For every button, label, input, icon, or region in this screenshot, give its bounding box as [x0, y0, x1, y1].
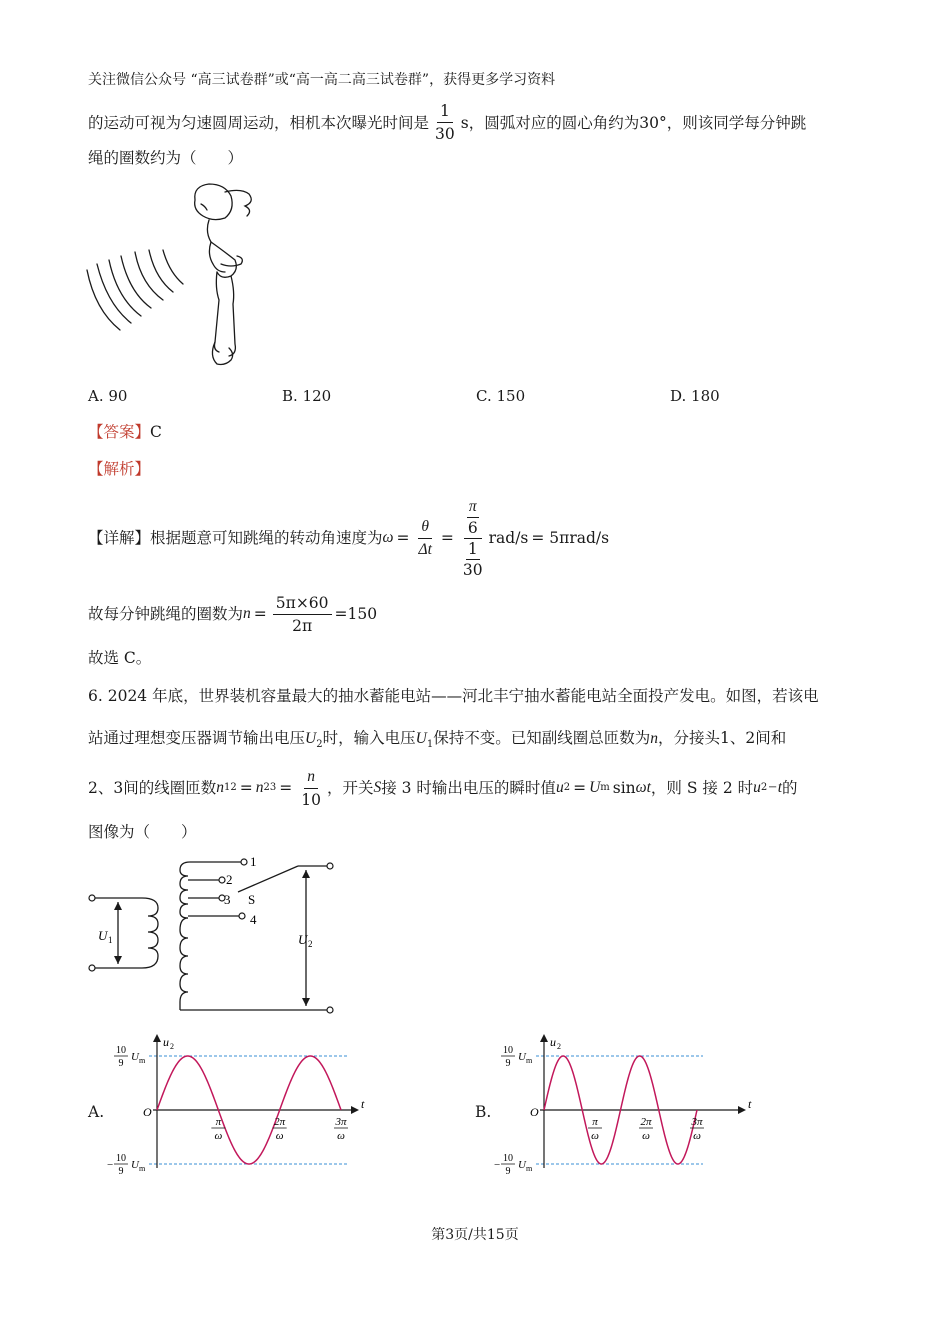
y-sign-bottom: −	[107, 1159, 114, 1171]
U2-sub: 2	[308, 939, 313, 949]
y-frac-den-bottom: 9	[505, 1166, 511, 1177]
graph-b	[492, 1030, 762, 1180]
origin-label: O	[143, 1105, 152, 1119]
omega-t: ωt	[635, 779, 651, 796]
tap-4: 4	[250, 912, 257, 927]
x-axis-label: t	[748, 1097, 752, 1111]
tick-label-2: 2π	[640, 1116, 652, 1128]
y-arrow	[540, 1034, 548, 1042]
q5-line2: 绳的圈数约为（ ）	[88, 149, 244, 167]
u2-var: u	[555, 779, 564, 796]
graph-a	[105, 1030, 375, 1180]
graph-a-option[interactable]: A.	[88, 1103, 105, 1121]
frac-den: 30	[435, 125, 455, 143]
U2-var: U	[305, 730, 317, 747]
y-frac-den-bottom: 9	[118, 1166, 124, 1177]
sin: sin	[612, 779, 636, 797]
tick-label-1: π	[215, 1116, 222, 1128]
tick-den-1: ω	[591, 1130, 599, 1142]
answer-value: C	[150, 423, 162, 441]
tick-den-2: ω	[275, 1130, 284, 1142]
tick-label-3: 3π	[691, 1116, 703, 1128]
q5-text-c: ，则该同学每分钟跳	[666, 113, 807, 132]
tick-den-2: ω	[642, 1130, 650, 1142]
tap-1: 1	[250, 854, 257, 869]
count-num: 5π×60	[273, 592, 332, 615]
y-axis-sub: 2	[170, 1042, 174, 1051]
n-over-10	[298, 766, 324, 811]
q5-line1	[88, 100, 806, 145]
tick-den-3: ω	[337, 1130, 345, 1142]
eq-sign-2: =	[440, 529, 454, 547]
n-var-q6: n	[650, 730, 658, 747]
tap-2: 2	[226, 872, 233, 887]
Um-var: U	[589, 779, 601, 796]
y-sign-bottom: −	[494, 1159, 501, 1171]
taps12: 1、2	[719, 729, 756, 747]
y-frac-num-top: 10	[503, 1045, 513, 1056]
q6-l3-e: ，则 S 接 2 时	[650, 779, 754, 797]
detail-text: 根据题意可知跳绳的转动角速度为	[150, 529, 383, 547]
thirty: 30	[462, 560, 483, 579]
q5-text-a: 的运动可视为匀速圆周运动，相机本次曝光时间是	[88, 113, 430, 132]
y-axis-label: u	[163, 1035, 169, 1049]
exposure-fraction	[432, 100, 458, 145]
y-Um-sub-bottom: m	[139, 1164, 146, 1173]
count-line	[88, 590, 377, 638]
u2t-var: u	[753, 779, 761, 796]
y-Um-sub-bottom: m	[526, 1164, 533, 1173]
q6-l2-c: 保持不变。已知副线圈总匝数为	[433, 729, 651, 747]
n-over-num: n	[304, 766, 318, 789]
q6-line4: 图像为（ ）	[88, 823, 197, 841]
angle-value: 30°	[639, 113, 667, 132]
x-arrow	[738, 1106, 746, 1114]
n23: n	[255, 779, 264, 796]
n-over-den: 10	[301, 790, 321, 809]
U1-sub: 1	[108, 935, 113, 945]
tick-den-1: ω	[214, 1130, 223, 1142]
q6-line2: 站通过理想变压器调节输出电压$U_2$时，输入电压$U_1$保持不变。已知副线圈总匝数为n，分接头1、2间和	[88, 729, 787, 751]
header-note: 关注微信公众号 “高三试卷群”或“高一高二高三试卷群”，获得更多学习资料	[88, 72, 556, 88]
transformer-circuit	[80, 852, 350, 1022]
y-axis-label: u	[550, 1035, 556, 1049]
q6-line3: 2、3 间的线圈匝数 n 12 = n 23 = $\frac{n}{10}$ ，开关 S 接 3 时输出电压的瞬时值 u 2 = U m sin ωt ，则 S 接 2 时 u 2 −t 的	[88, 767, 798, 809]
x-arrow	[351, 1106, 359, 1114]
q6-l2-e: 间和	[755, 729, 787, 747]
y-Um-top: U	[518, 1051, 526, 1063]
U1-label: U	[98, 928, 108, 943]
y-Um-bottom: U	[131, 1159, 139, 1171]
minus-t: −t	[767, 779, 783, 796]
q6-l3-b: 间的线圈匝数	[123, 779, 217, 797]
six: 6	[467, 518, 478, 537]
analysis-tag: 【解析】	[88, 460, 151, 478]
count-text: 故每分钟跳绳的圈数为	[88, 605, 244, 623]
option-d[interactable]: D. 180	[670, 387, 720, 405]
U1-var: U	[415, 730, 427, 747]
y-arrow	[153, 1034, 161, 1042]
q6-line1: 6. 2024 年底，世界装机容量最大的抽水蓄能电站——河北丰宁抽水蓄能电站全面投产发电。如图，若该电	[88, 687, 819, 705]
q6-l3-c: ，开关	[326, 779, 374, 797]
answer-line	[88, 422, 162, 442]
theta-over-dt	[415, 516, 434, 561]
tick-label-3: 3π	[335, 1116, 347, 1128]
y-frac-num-bottom: 10	[116, 1153, 126, 1164]
tap-3: 3	[224, 892, 231, 907]
origin-label: O	[530, 1105, 539, 1119]
page-footer: 第3页/共15页	[431, 1227, 519, 1243]
delta-t: Δt	[418, 540, 432, 558]
y-Um-sub-top: m	[526, 1056, 533, 1065]
compound-fraction	[460, 497, 486, 580]
theta: θ	[418, 516, 432, 539]
tick-den-3: ω	[693, 1130, 701, 1142]
y-frac-num-top: 10	[116, 1045, 126, 1056]
q6-l2-a: 站通过理想变压器调节输出电压	[88, 729, 306, 747]
option-a[interactable]: A. 90	[88, 387, 128, 405]
detail-line	[88, 493, 609, 583]
y-Um-bottom: U	[518, 1159, 526, 1171]
U2-label: U	[298, 932, 308, 947]
tick-label-1: π	[592, 1116, 598, 1128]
omega-symbol: ω	[382, 529, 394, 546]
tick-label-2: 2π	[274, 1116, 286, 1128]
y-frac-den-top: 9	[505, 1058, 511, 1069]
unit-s: s	[460, 113, 469, 132]
option-c[interactable]: C. 150	[476, 387, 526, 405]
detail-tag: 【详解】	[88, 529, 151, 547]
y-frac-num-bottom: 10	[503, 1153, 513, 1164]
y-Um-top: U	[131, 1051, 139, 1063]
answer-tag: 【答案】	[88, 423, 151, 441]
q6-l2-b: 时，输入电压	[322, 729, 416, 747]
eq-sign: =	[396, 529, 410, 547]
option-b[interactable]: B. 120	[282, 387, 332, 405]
choose-line: 故选 C。	[88, 649, 152, 667]
omega-result: = 5πrad/s	[531, 529, 610, 547]
q6-l2-d: ，分接头	[657, 729, 720, 747]
jump-rope-figure	[85, 180, 265, 375]
y-axis-sub: 2	[557, 1042, 561, 1051]
q5-text-b: ，圆弧对应的圆心角约为	[468, 113, 640, 132]
count-fraction	[273, 592, 332, 637]
n12: n	[216, 779, 224, 796]
n-var: n	[243, 605, 251, 622]
S-var: S	[373, 779, 382, 796]
y-frac-den-top: 9	[118, 1058, 124, 1069]
graph-b-option[interactable]: B.	[475, 1103, 492, 1121]
y-Um-sub-top: m	[139, 1056, 146, 1065]
switch-label: S	[248, 892, 256, 907]
one: 1	[467, 539, 478, 558]
count-eq: =	[253, 605, 267, 623]
q6-l3-a: 2、3	[88, 779, 124, 797]
q6-l3-f: 的	[782, 779, 798, 797]
pi: π	[467, 497, 479, 518]
count-den: 2π	[292, 616, 313, 635]
frac-num: 1	[437, 100, 453, 123]
rad-s-unit: rad/s	[488, 529, 529, 547]
x-axis-label: t	[361, 1097, 365, 1111]
q6-l3-d: 接 3 时输出电压的瞬时值	[381, 779, 556, 797]
count-result: =150	[334, 605, 378, 623]
